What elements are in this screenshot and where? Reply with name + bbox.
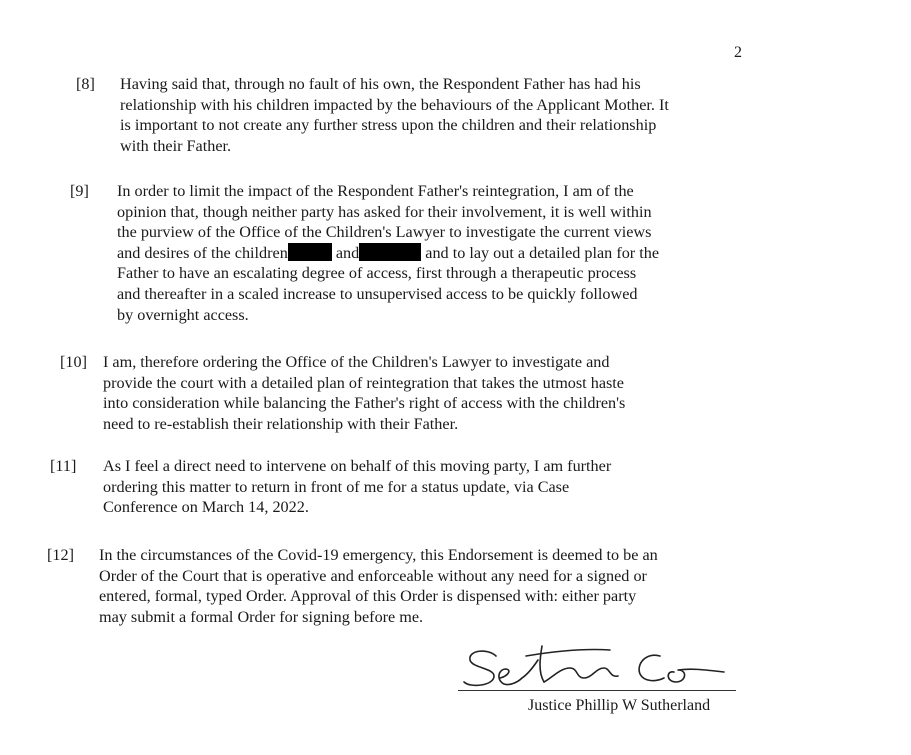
- paragraph-line: by overnight access.: [117, 305, 249, 324]
- paragraph-line: I am, therefore ordering the Office of the Children's Lawyer to investigate and: [103, 353, 610, 371]
- paragraph-line: may submit a formal Order for signing before me.: [99, 607, 424, 626]
- paragraph-8: [76, 74, 669, 156]
- paragraph-line: Having said that, through no fault of his own, the Respondent Father has had his: [120, 75, 641, 93]
- paragraph-line: opinion that, though neither party has asked for their involvement, it is well within: [117, 202, 652, 221]
- handwritten-signature: [460, 638, 740, 694]
- signature-line: [458, 690, 736, 691]
- paragraph-number: [9]: [70, 182, 89, 200]
- paragraph-line: Conference on March 14, 2022.: [103, 498, 309, 517]
- paragraph-line: provide the court with a detailed plan of reintegration that takes the utmost haste: [103, 373, 624, 392]
- paragraph-line: with their Father.: [120, 136, 232, 155]
- page-number: 2: [734, 44, 742, 61]
- paragraph-line: Order of the Court that is operative and enforceable without any need for a signed or: [99, 566, 647, 585]
- paragraph-text: and desires of the children: [117, 243, 288, 262]
- paragraph-9: [70, 181, 660, 325]
- paragraph-line: and thereafter in a scaled increase to unsupervised access to be quickly followed: [117, 284, 638, 303]
- paragraph-number: [10]: [60, 353, 87, 371]
- paragraph-line: is important to not create any further stress upon the children and their relationship: [120, 116, 657, 135]
- paragraph-number: [11]: [50, 457, 77, 475]
- paragraph-line: In order to limit the impact of the Respondent Father's reintegration, I am of the: [117, 182, 634, 200]
- paragraph-text: and to lay out a detailed plan for the: [425, 243, 660, 262]
- paragraph-number: [8]: [76, 75, 95, 93]
- signatory-name: Justice Phillip W Sutherland: [528, 697, 711, 714]
- paragraph-line: into consideration while balancing the Father's right of access with the children's: [103, 394, 626, 413]
- paragraph-11: [50, 456, 612, 518]
- paragraph-12: [47, 545, 658, 627]
- paragraph-line: need to re-establish their relationship with their Father.: [103, 414, 459, 433]
- paragraph-number: [12]: [47, 546, 74, 564]
- paragraph-line: ordering this matter to return in front of me for a status update, via Case: [103, 477, 570, 496]
- paragraph-line: entered, formal, typed Order. Approval of this Order is dispensed with: either party: [99, 587, 637, 606]
- paragraph-10: [60, 352, 626, 434]
- redaction-block: [288, 243, 332, 261]
- paragraph-line: As I feel a direct need to intervene on behalf of this moving party, I am further: [103, 457, 612, 475]
- paragraph-line: In the circumstances of the Covid-19 emergency, this Endorsement is deemed to be an: [99, 546, 658, 564]
- paragraph-line-with-redactions: [117, 243, 659, 264]
- paragraph-line: Father to have an escalating degree of access, first through a therapeutic process: [117, 264, 637, 283]
- redaction-block: [359, 243, 421, 261]
- paragraph-line: the purview of the Office of the Children's Lawyer to investigate the current views: [117, 223, 652, 242]
- paragraph-line: relationship with his children impacted by the behaviours of the Applicant Mother. It: [120, 95, 669, 114]
- paragraph-text: and: [335, 243, 360, 262]
